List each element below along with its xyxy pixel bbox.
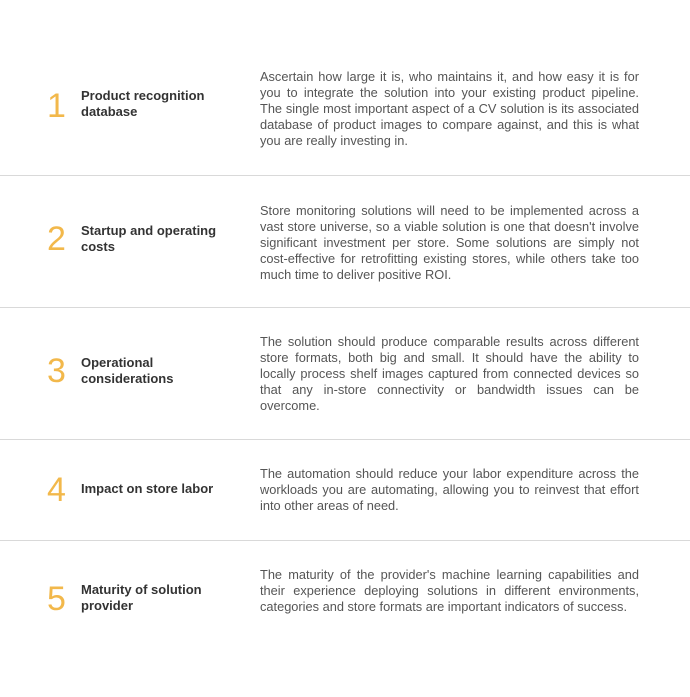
item-description-1: Ascertain how large it is, who maintains it, and how easy it is for you to integrate the solution into your existing product pipeline. The single most important aspect of a CV solution is its associated database of product images to compare against, and this is what you are really investing in. <box>260 69 639 148</box>
item-description-3: The solution should produce comparable results across different store formats, both big and small. It should have the ability to locally process shelf images captured from connected devices so that any in-store connectivity or bandwidth issues can be overcome. <box>260 334 639 413</box>
item-title-3: Operational considerations <box>81 355 174 386</box>
item-title-2: Startup and operating costs <box>81 223 217 254</box>
item-number-5: 5 <box>47 580 66 618</box>
item-description-5: The maturity of the provider's machine learning capabilities and their experience deploying solutions in different environments, categories and store formats are important indicators of success. <box>260 567 639 614</box>
divider <box>0 439 690 440</box>
item-title-5: Maturity of solution provider <box>81 582 202 613</box>
divider <box>0 540 690 541</box>
item-number-3: 3 <box>47 352 66 390</box>
divider <box>0 307 690 308</box>
item-title-4: Impact on store labor <box>81 481 214 496</box>
item-description-4: The automation should reduce your labor expenditure across the workloads you are automating, allowing you to reinvest that effort into other areas of need. <box>260 466 639 513</box>
item-title-1: Product recognition database <box>81 88 205 119</box>
item-number-4: 4 <box>47 471 66 509</box>
item-number-2: 2 <box>47 220 66 258</box>
item-description-2: Store monitoring solutions will need to be implemented across a vast store universe, so a viable solution is one that doesn't involve significant investment per store. Some solutions are simply not cost-effective for retrofitting existing stores, while others take too much time to deliver positive ROI. <box>260 203 639 282</box>
divider <box>0 175 690 176</box>
item-number-1: 1 <box>47 87 66 125</box>
